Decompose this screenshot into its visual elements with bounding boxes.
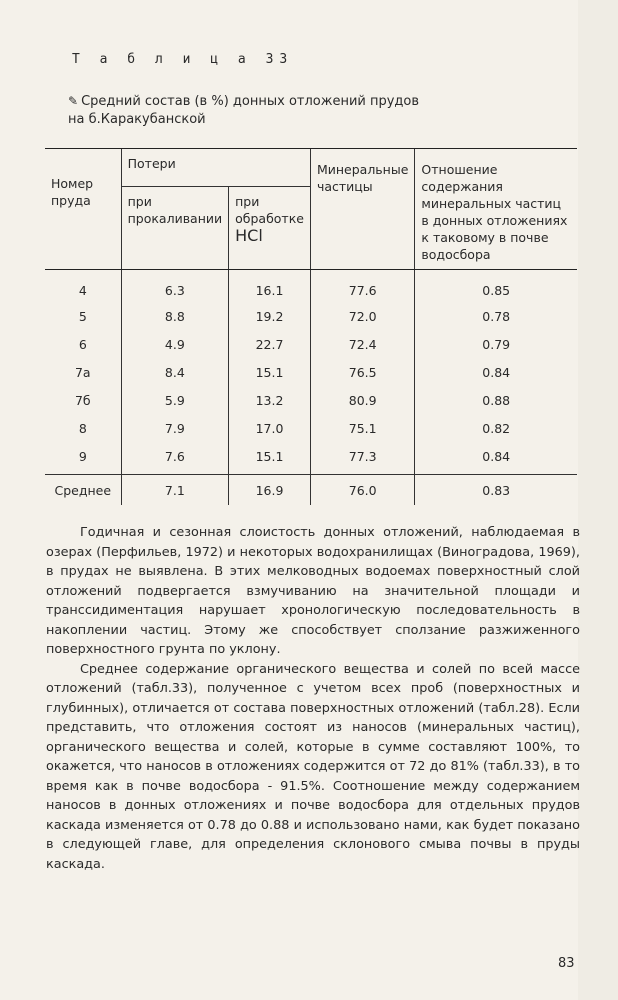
cell-pond: 6 xyxy=(78,336,87,352)
cell-mineral: 72.0 xyxy=(310,302,414,330)
header-calcination: при прокаливании xyxy=(121,187,229,270)
cell-hcl: 16.9 xyxy=(229,475,311,506)
cell-hcl: 13.2 xyxy=(229,386,311,414)
cell-ratio: 0.83 xyxy=(415,475,577,506)
header-hcl-text: при обработке xyxy=(235,194,304,227)
cell-mineral: 72.4 xyxy=(310,330,414,358)
cell-pond: 5 xyxy=(78,308,87,324)
cell-calcination: 7.6 xyxy=(121,442,229,475)
table-row xyxy=(45,302,577,330)
cell-calcination: 7.1 xyxy=(121,475,229,506)
page-edge xyxy=(578,0,618,1000)
composition-table xyxy=(45,148,577,505)
cell-hcl: 17.0 xyxy=(229,414,311,442)
cell-hcl: 16.1 xyxy=(229,270,311,303)
cell-calcination: 7.9 xyxy=(121,414,229,442)
table-row xyxy=(45,270,577,303)
body-text xyxy=(46,523,580,874)
table-row xyxy=(45,330,577,358)
header-hcl-label: HCl xyxy=(235,226,263,246)
table-row xyxy=(45,358,577,386)
table-row xyxy=(45,442,577,475)
header-ratio: Отношение содержания минеральных частиц в донных отложениях к таковому в почве водосбора xyxy=(415,149,577,270)
header-pond-number: Номер пруда xyxy=(45,149,121,270)
cell-mineral: 77.3 xyxy=(310,442,414,475)
table-label: Т а б л и ц а 33 xyxy=(72,52,294,67)
cell-calcination: 6.3 xyxy=(121,270,229,303)
cell-pond: 8 xyxy=(78,420,87,436)
cell-hcl: 22.7 xyxy=(229,330,311,358)
caption-line-1: Средний состав (в %) донных отложений прудов xyxy=(81,94,420,109)
cell-mineral: 80.9 xyxy=(310,386,414,414)
cell-calcination: 4.9 xyxy=(121,330,229,358)
cell-ratio: 0.78 xyxy=(415,302,577,330)
caption-line-2: на б.Каракубанской xyxy=(68,112,206,127)
header-hcl-treatment xyxy=(229,187,311,270)
paragraph: Среднее содержание органического вещества и солей по всей массе отложений (табл.33), полученное с учетом всех проб (поверхностных и глубинных), отличается от состава поверхностных отложений (табл.28). Если представить, что отложения состоят из наносов (минеральных частиц), органического вещества и солей, которые в сумме составляют 100%, то окажется, что наносов в отложениях содержится от 72 до 81% (табл.33), в то время как в почве водосбора - 91.5%. Соотношение между содержанием наносов в донных отложениях и почве водосбора для отдельных прудов каскада изменяется от 0.78 до 0.88 и использовано нами, как будет показано в следующей главе, для определения склонового смыва почвы в пруды каскада. xyxy=(46,661,580,872)
cell-ratio: 0.84 xyxy=(415,442,577,475)
page-number: 83 xyxy=(558,956,575,971)
paragraph: Годичная и сезонная слоистость донных отложений, наблюдаемая в озерах (Перфильев, 1972) и некоторых водохранилищах (Виноградова, 1969), в прудах не выявлена. В этих мелководных водоемах поверхностный слой отложений подвергается взмучиванию на значительной площади и транссидиментация нарушает хронологическую последовательность в накоплении частиц. Этому же способствует сползание разжиженного поверхностного грунта по уклону. xyxy=(46,525,580,657)
cell-mineral: 75.1 xyxy=(310,414,414,442)
cell-pond: 4 xyxy=(78,282,87,298)
cell-hcl: 15.1 xyxy=(229,358,311,386)
cell-mineral: 76.5 xyxy=(310,358,414,386)
cell-ratio: 0.84 xyxy=(415,358,577,386)
cell-hcl: 15.1 xyxy=(229,442,311,475)
table-row-average xyxy=(45,475,577,506)
header-mineral: Минеральные частицы xyxy=(310,149,414,270)
cell-ratio: 0.82 xyxy=(415,414,577,442)
cell-pond: 7б xyxy=(74,392,91,408)
cell-calcination: 5.9 xyxy=(121,386,229,414)
cell-calcination: 8.8 xyxy=(121,302,229,330)
cell-pond: Среднее xyxy=(45,475,121,506)
cell-ratio: 0.88 xyxy=(415,386,577,414)
table-row xyxy=(45,414,577,442)
cell-pond: 9 xyxy=(78,448,87,464)
cell-mineral: 77.6 xyxy=(310,270,414,303)
table-row xyxy=(45,386,577,414)
pencil-mark-icon: ✎ xyxy=(68,94,79,108)
cell-ratio: 0.85 xyxy=(415,270,577,303)
table-caption xyxy=(68,92,488,129)
cell-pond: 7а xyxy=(74,364,91,380)
header-losses: Потери xyxy=(121,149,310,187)
cell-ratio: 0.79 xyxy=(415,330,577,358)
cell-mineral: 76.0 xyxy=(310,475,414,506)
cell-hcl: 19.2 xyxy=(229,302,311,330)
cell-calcination: 8.4 xyxy=(121,358,229,386)
